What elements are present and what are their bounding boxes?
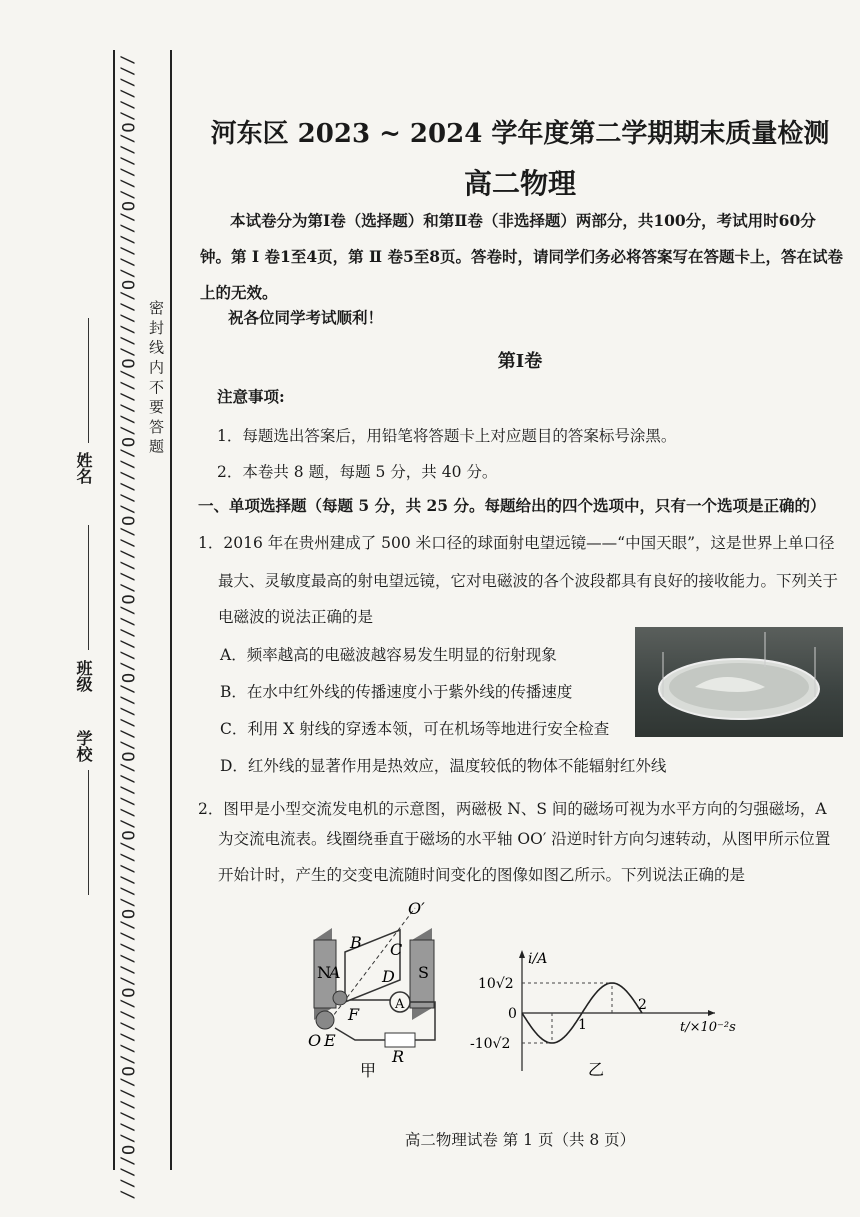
label-N: N bbox=[317, 963, 331, 982]
notice-item-1: 1．每题选出答案后，用铅笔将答题卡上对应题目的答案标号涂黑。 bbox=[217, 427, 677, 445]
label-R: R bbox=[392, 1047, 405, 1066]
exam-subject: 高二物理 bbox=[463, 167, 576, 200]
binding-strip bbox=[0, 0, 175, 1217]
label-A-point: A bbox=[329, 963, 341, 982]
exam-title: 河东区 2023 ~ 2024 学年度第二学期期末质量检测 bbox=[210, 119, 830, 149]
label-B: B bbox=[350, 933, 362, 952]
field-school-line[interactable] bbox=[88, 770, 89, 895]
x-axis-arrow-icon bbox=[708, 1010, 715, 1016]
label-E: E bbox=[324, 1031, 336, 1050]
figure-jia-caption: 甲 bbox=[360, 1061, 377, 1080]
notice-heading: 注意事项: bbox=[217, 387, 285, 406]
label-C: C bbox=[390, 940, 403, 959]
q1-option-a[interactable]: A．频率越高的电磁波越容易发生明显的衍射现象 bbox=[220, 646, 557, 664]
field-name-line[interactable] bbox=[88, 318, 89, 443]
q1-option-b[interactable]: B．在水中红外线的传播速度小于紫外线的传播速度 bbox=[220, 683, 573, 701]
seal-warning-outer: 密 封 线 内 不 要 答 题 bbox=[147, 300, 165, 454]
ammeter-label: A bbox=[395, 997, 405, 1012]
telescope-illustration bbox=[635, 627, 843, 737]
field-school-label: 学校 bbox=[74, 730, 93, 762]
x-tick-label: 1 bbox=[578, 1017, 587, 1033]
current-time-chart bbox=[470, 945, 736, 1080]
figure-yi-caption: 乙 bbox=[588, 1060, 605, 1079]
q2-stem-continued: 为交流电流表。线圈绕垂直于磁场的水平轴 OO′ 沿逆时针方向匀速转动，从图甲所示位置开始计时，产生的交变电流随时间变化的图像如图乙所示。下列说法正确的是 bbox=[218, 830, 831, 884]
y-tick-zero: 0 bbox=[508, 1006, 517, 1022]
notice-item-2: 2．本卷共 8 题，每题 5 分，共 40 分。 bbox=[217, 463, 498, 481]
field-class-label: 班级 bbox=[74, 660, 93, 692]
field-class-line[interactable] bbox=[88, 525, 89, 650]
y-tick-bottom: -10√2 bbox=[470, 1036, 511, 1052]
volume-heading: 第Ⅰ卷 bbox=[497, 351, 543, 372]
label-S: S bbox=[418, 963, 429, 982]
y-tick-top: 10√2 bbox=[478, 976, 514, 992]
binding-line-right bbox=[170, 50, 172, 1170]
y-axis-arrow-icon bbox=[519, 950, 525, 958]
q1-option-d[interactable]: D．红外线的显著作用是热效应，温度较低的物体不能辐射红外线 bbox=[220, 757, 667, 775]
seal-chain-left: //////O//////O//////O//////O//////O//////O//////O//////O//////O//////O//////O//////O//////O//////O//// bbox=[117, 55, 137, 1201]
field-name-label: 姓名 bbox=[74, 452, 93, 484]
label-O-prime: O′ bbox=[408, 899, 425, 918]
q1-stem-line1: 1．2016 年在贵州建成了 500 米口径的球面射电望远镜——“中国天眼”，这是世界上单口径 bbox=[198, 534, 835, 552]
binding-line-left bbox=[113, 50, 115, 1170]
x-axis-label: t/×10⁻²s bbox=[680, 1020, 736, 1035]
label-O: O bbox=[308, 1031, 322, 1050]
q2-stem-line1: 2．图甲是小型交流发电机的示意图，两磁极 N、S 间的磁场可视为水平方向的匀强磁场，A bbox=[198, 800, 827, 818]
q1-option-c[interactable]: C．利用 X 射线的穿透本领，可在机场等地进行安全检查 bbox=[220, 720, 610, 738]
y-axis-label: i/A bbox=[528, 951, 548, 967]
q1-stem-continued: 最大、灵敏度最高的射电望远镜，它对电磁波的各个波段都具有良好的接收能力。下列关于电磁波的说法正确的是 bbox=[218, 572, 839, 626]
good-luck-line: 祝各位同学考试顺利！ bbox=[228, 308, 384, 327]
page-footer: 高二物理试卷 第 1 页（共 8 页） bbox=[404, 1131, 636, 1149]
label-F: F bbox=[348, 1005, 360, 1024]
label-D: D bbox=[382, 967, 395, 986]
section-heading: 一、单项选择题（每题 5 分，共 25 分。每题给出的四个选项中，只有一个选项是正确的） bbox=[198, 496, 826, 515]
intro-paragraph: 本试卷分为第Ⅰ卷（选择题）和第Ⅱ卷（非选择题）两部分，共100分，考试用时60分钟。第 Ⅰ 卷1至4页，第 Ⅱ 卷5至8页。答卷时，请同学们务必将答案写在答题卡上，答在试卷上的无效。 bbox=[200, 211, 844, 302]
x-tick-label: 2 bbox=[638, 997, 647, 1013]
fast-telescope-photo bbox=[635, 627, 843, 737]
generator-figure bbox=[300, 900, 460, 1085]
